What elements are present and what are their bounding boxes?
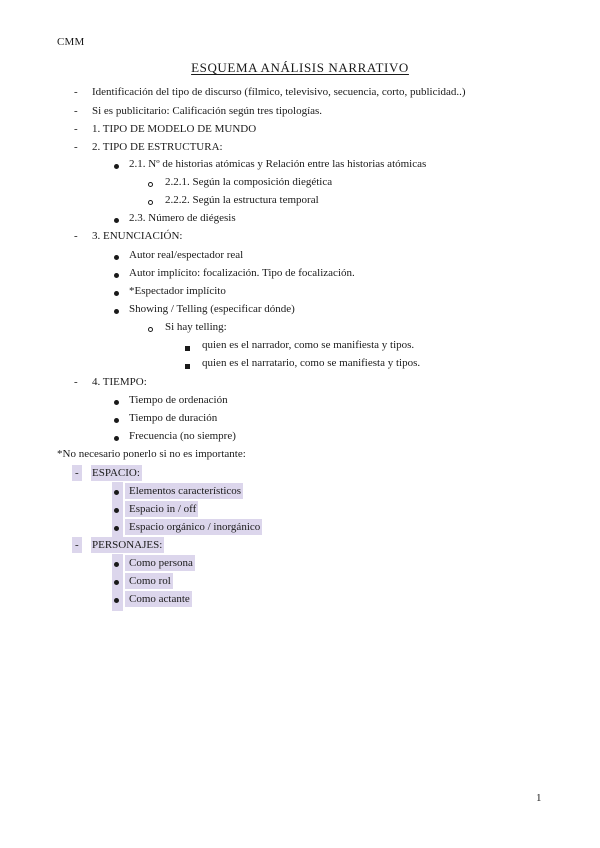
item-text: Elementos característicos [125,483,243,499]
item-text: Si es publicitario: Calificación según tres tipologías. [92,105,323,117]
bullet-disc-icon [114,268,119,282]
item-text: 1. TIPO DE MODELO DE MUNDO [92,123,257,135]
bullet-disc-icon [114,213,119,227]
dash-marker: - [74,105,78,117]
item-text: PERSONAJES: [92,539,163,551]
title-text: ESQUEMA ANÁLISIS NARRATIVO [191,60,409,75]
dash-marker: - [74,141,78,153]
item-text: Frecuencia (no siempre) [129,430,236,442]
item-text: Espacio in / off [125,501,198,517]
item-text: Tiempo de ordenación [129,394,228,406]
item-text: Como rol [125,573,173,589]
dash-marker: - [72,465,82,481]
item-text: quien es el narratario, como se manifiesta y tipos. [202,357,421,369]
bullet-disc-icon [114,304,119,318]
dash-marker: - [74,230,78,242]
bullet-circle-icon [148,322,153,336]
item-text: Autor real/espectador real [129,249,244,261]
bullet-disc-icon [114,286,119,300]
item-text: Autor implícito: focalización. Tipo de focalización. [129,267,355,279]
bullet-circle-icon [148,177,153,191]
page-title [0,60,600,76]
dash-marker: - [72,537,82,553]
dash-marker: - [74,123,78,135]
dash-marker: - [74,86,78,98]
item-text: 2.2.2. Según la estructura temporal [165,194,319,206]
item-text: Identificación del tipo de discurso (fílmico, televisivo, secuencia, corto, publicidad..) [92,86,466,98]
item-text: *Espectador implícito [129,285,226,297]
bullet-disc-icon [114,250,119,264]
bullet-disc-icon [114,395,119,409]
bullet-circle-icon [148,195,153,209]
bullet-disc-icon [114,431,119,445]
bullet-square-icon [185,359,190,373]
page-number: 1 [536,792,542,804]
item-text: Como actante [125,591,192,607]
item-text: Showing / Telling (especificar dónde) [129,303,295,315]
bullet-square-icon [185,341,190,355]
item-text: ESPACIO: [92,467,140,479]
header-initials: CMM [57,36,85,48]
item-text: quien es el narrador, como se manifiesta y tipos. [202,339,415,351]
item-text: Como persona [125,555,195,571]
item-text: 2.3. Número de diégesis [129,212,236,224]
bullet-disc-icon [114,413,119,427]
item-text: Espacio orgánico / inorgánico [125,519,262,535]
bullet-disc-icon [112,590,123,611]
item-text: 4. TIEMPO: [92,376,147,388]
item-text: 2.1. Nº de historias atómicas y Relación entre las historias atómicas [129,158,427,170]
bullet-disc-icon [112,518,123,539]
item-text: Tiempo de duración [129,412,218,424]
bullet-disc-icon [114,159,119,173]
item-text: Si hay telling: [165,321,227,333]
item-text: 3. ENUNCIACIÓN: [92,230,183,242]
dash-marker: - [74,376,78,388]
item-text: 2.2.1. Según la composición diegética [165,176,333,188]
item-text: 2. TIPO DE ESTRUCTURA: [92,141,223,153]
optional-note: *No necesario ponerlo si no es importante: [57,448,246,460]
